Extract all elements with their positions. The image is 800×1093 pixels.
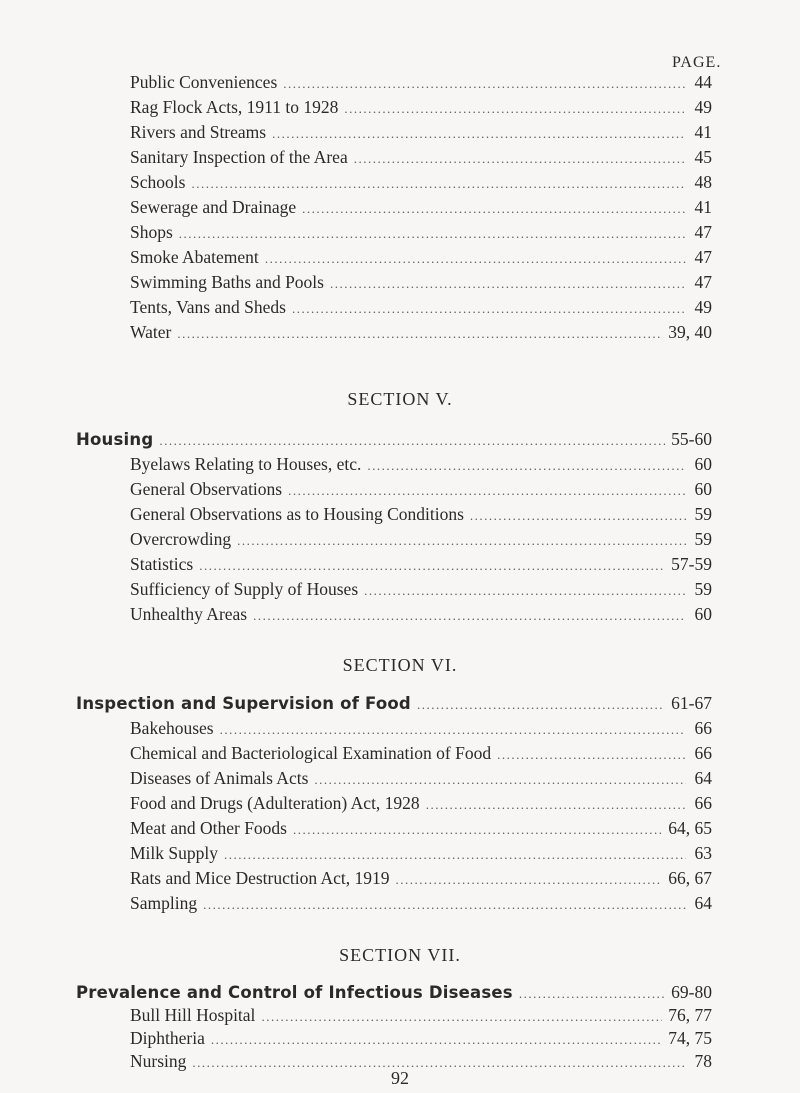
index-entry [130, 553, 712, 575]
entry-page: 60 [694, 454, 712, 474]
entry-label: Sanitary Inspection of the Area [130, 147, 348, 167]
entry-page: 59 [694, 504, 712, 524]
entry-label: Rag Flock Acts, 1911 to 1928 [130, 97, 339, 117]
entry-page: 64 [694, 768, 712, 788]
page-number: 92 [391, 1068, 409, 1088]
entry-page: 44 [694, 72, 712, 92]
entry-label: Sewerage and Drainage [130, 197, 297, 217]
dot-leader [288, 480, 686, 502]
heading-page: 55-60 [671, 429, 712, 449]
entry-label: Chemical and Bacteriological Examination of Food [130, 743, 492, 763]
dot-leader [367, 455, 686, 477]
entry-label: Food and Drugs (Adulteration) Act, 1928 [130, 793, 420, 813]
index-entry [130, 196, 712, 218]
entry-label: Rivers and Streams [130, 122, 267, 142]
entry-page: 66, 67 [668, 868, 712, 888]
dot-leader [519, 983, 665, 1005]
dot-leader [497, 744, 686, 766]
entry-page: 60 [694, 604, 712, 624]
index-entry [130, 892, 712, 914]
page-column-label: PAGE. [672, 54, 722, 71]
entry-page: 66 [694, 718, 712, 738]
dot-leader [177, 323, 662, 345]
entry-page: 45 [694, 147, 712, 167]
entry-label: Schools [130, 172, 186, 192]
index-entry [130, 503, 712, 525]
entry-label: Shops [130, 222, 173, 242]
section-heading-entry [76, 692, 712, 714]
entry-page: 64 [694, 893, 712, 913]
index-entry [130, 1004, 712, 1026]
index-entry [130, 221, 712, 243]
index-entry [130, 1027, 712, 1049]
entry-page: 47 [694, 222, 712, 242]
entry-label: Meat and Other Foods [130, 818, 287, 838]
entry-page: 59 [694, 579, 712, 599]
heading-label: Inspection and Supervision of Food [76, 694, 411, 713]
entry-label: Sufficiency of Supply of Houses [130, 579, 359, 599]
entry-label: Public Conveniences [130, 72, 278, 92]
index-entry [130, 271, 712, 293]
index-entry [130, 296, 712, 318]
dot-leader [470, 505, 686, 527]
index-entry [130, 578, 712, 600]
index-entry [130, 146, 712, 168]
dot-leader [272, 123, 686, 145]
entry-label: Bakehouses [130, 718, 214, 738]
entry-page: 49 [694, 97, 712, 117]
index-entry [130, 478, 712, 500]
entry-label: Milk Supply [130, 843, 219, 863]
dot-leader [211, 1029, 662, 1051]
entry-label: Statistics [130, 554, 194, 574]
entry-label: Sampling [130, 893, 198, 913]
entry-label: Rats and Mice Destruction Act, 1919 [130, 868, 390, 888]
index-entry [130, 742, 712, 764]
heading-label: Prevalence and Control of Infectious Diseases [76, 983, 513, 1002]
section-heading-entry [76, 981, 712, 1003]
index-entry [130, 867, 712, 889]
index-entry [130, 96, 712, 118]
heading-page: 61-67 [671, 693, 712, 713]
dot-leader [293, 819, 662, 841]
dot-leader [396, 869, 663, 891]
entry-page: 76, 77 [668, 1005, 712, 1025]
entry-page: 39, 40 [668, 322, 712, 342]
index-entry [130, 817, 712, 839]
entry-page: 59 [694, 529, 712, 549]
index-entry [130, 842, 712, 864]
entry-page: 64, 65 [668, 818, 712, 838]
entry-label: Bull Hill Hospital [130, 1005, 256, 1025]
dot-leader [265, 248, 686, 270]
entry-label: Byelaws Relating to Houses, etc. [130, 454, 362, 474]
section-vii-title: SECTION VII. [339, 945, 461, 965]
heading-label: Housing [76, 430, 154, 449]
dot-leader [314, 769, 686, 791]
entry-page: 41 [694, 197, 712, 217]
heading-page: 69-80 [671, 982, 712, 1002]
entry-label: General Observations as to Housing Conditions [130, 504, 464, 524]
dot-leader [203, 894, 686, 916]
entry-page: 66 [694, 743, 712, 763]
index-entry [130, 603, 712, 625]
dot-leader [191, 173, 686, 195]
section-v-title: SECTION V. [347, 389, 453, 409]
dot-leader [364, 580, 686, 602]
index-entry [130, 453, 712, 475]
entry-page: 48 [694, 172, 712, 192]
dot-leader [237, 530, 686, 552]
entry-label: Unhealthy Areas [130, 604, 248, 624]
section-heading-entry [76, 428, 712, 450]
dot-leader [253, 605, 686, 627]
dot-leader [292, 298, 686, 320]
entry-label: Swimming Baths and Pools [130, 272, 324, 292]
entry-label: Diphtheria [130, 1028, 205, 1048]
dot-leader [224, 844, 686, 866]
dot-leader [199, 555, 665, 577]
entry-label: Nursing [130, 1051, 187, 1071]
dot-leader [330, 273, 686, 295]
index-entry [130, 717, 712, 739]
entry-page: 60 [694, 479, 712, 499]
dot-leader [426, 794, 686, 816]
index-entry [130, 528, 712, 550]
dot-leader [220, 719, 686, 741]
entry-label: Smoke Abatement [130, 247, 259, 267]
index-entry [130, 171, 712, 193]
entry-page: 47 [694, 272, 712, 292]
dot-leader [159, 430, 665, 452]
dot-leader [261, 1006, 662, 1028]
dot-leader [283, 73, 686, 95]
dot-leader [417, 694, 665, 716]
entry-page: 49 [694, 297, 712, 317]
index-entry [130, 121, 712, 143]
dot-leader [344, 98, 686, 120]
section-vi-title: SECTION VI. [342, 655, 458, 675]
dot-leader [302, 198, 686, 220]
dot-leader [179, 223, 686, 245]
entry-page: 74, 75 [668, 1028, 712, 1048]
index-entry [130, 71, 712, 93]
index-entry [130, 767, 712, 789]
index-entry [130, 792, 712, 814]
index-entry [130, 246, 712, 268]
entry-page: 63 [694, 843, 712, 863]
entry-label: General Observations [130, 479, 283, 499]
entry-page: 78 [694, 1051, 712, 1071]
entry-label: Overcrowding [130, 529, 232, 549]
entry-label: Tents, Vans and Sheds [130, 297, 286, 317]
dot-leader [354, 148, 686, 170]
index-entry [130, 321, 712, 343]
entry-page: 57-59 [671, 554, 712, 574]
entry-label: Water [130, 322, 172, 342]
entry-page: 47 [694, 247, 712, 267]
entry-page: 66 [694, 793, 712, 813]
entry-page: 41 [694, 122, 712, 142]
entry-label: Diseases of Animals Acts [130, 768, 309, 788]
